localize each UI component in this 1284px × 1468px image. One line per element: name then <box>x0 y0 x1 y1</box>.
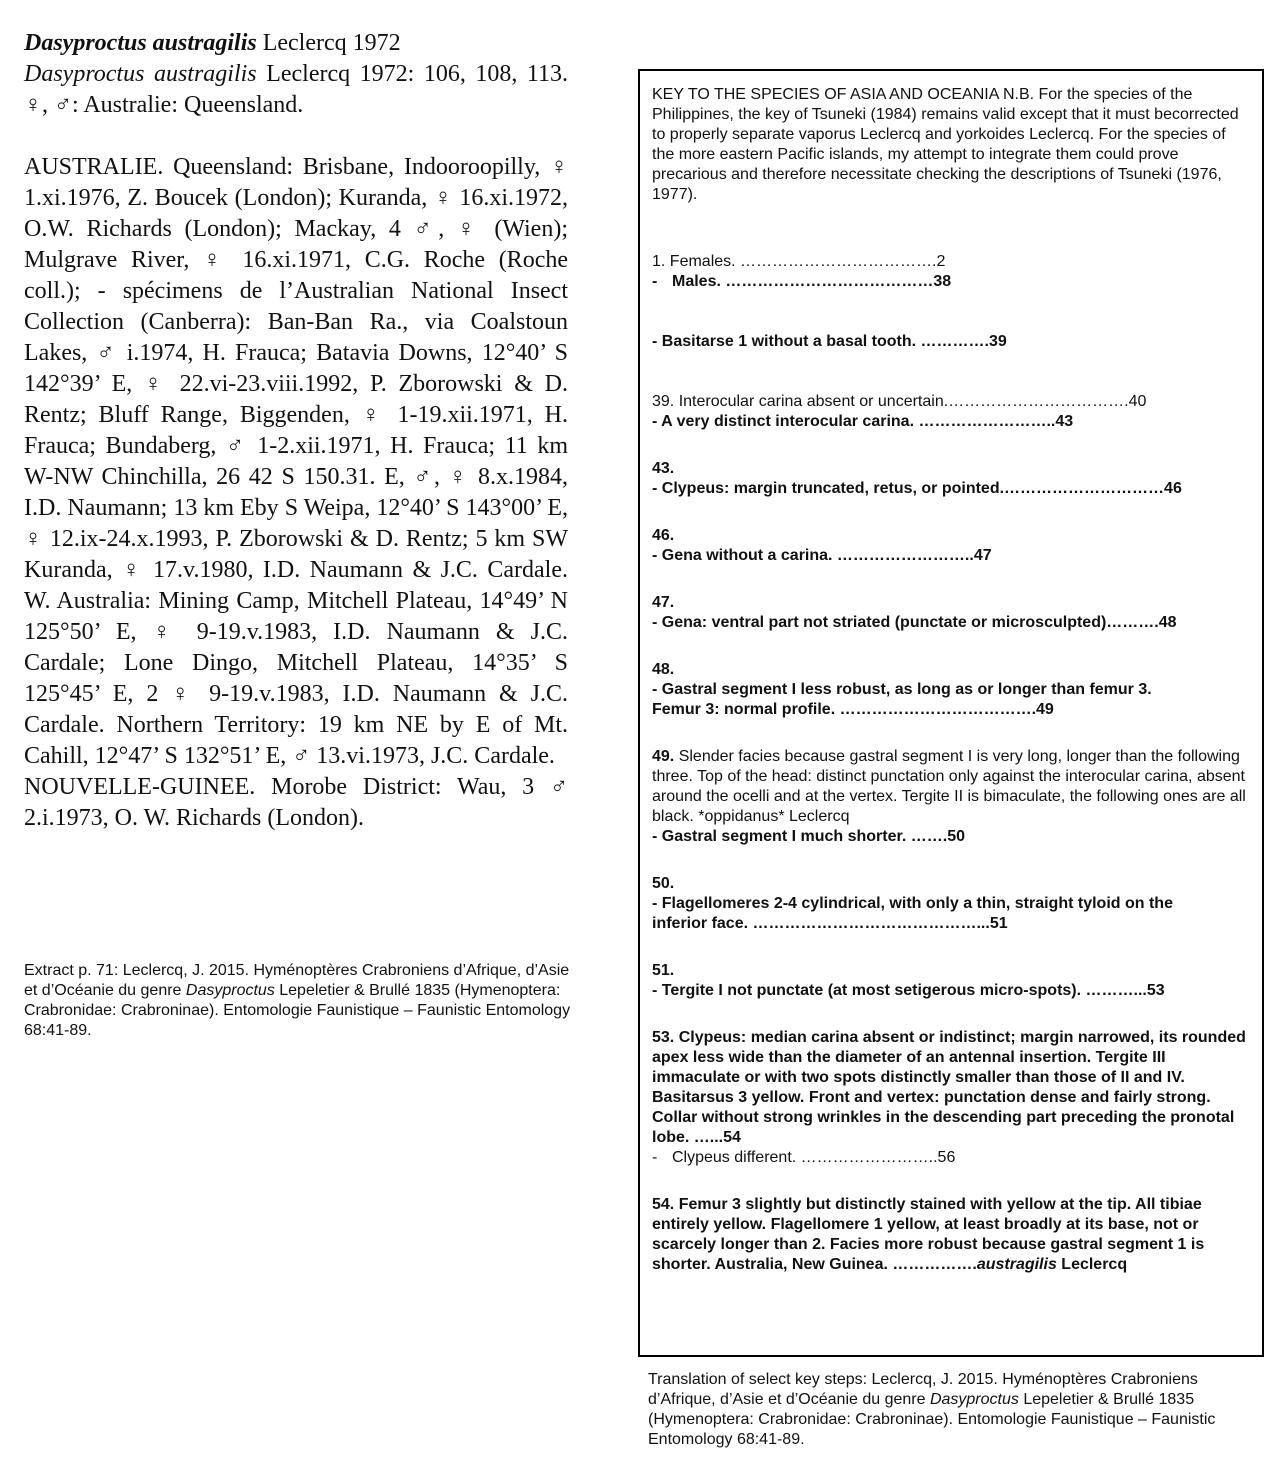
key-step-54-species: austragilis <box>976 1256 1057 1273</box>
material-examined <box>24 152 568 834</box>
key-step-2: - Basitarse 1 without a basal tooth. ………….39 <box>652 333 1007 350</box>
species-author: Leclercq 1972 <box>262 30 401 56</box>
key-step-43-number: 43. <box>652 460 675 477</box>
key-step-1: 1. Females. ……………………………….2 <box>652 253 946 270</box>
key-step-50-alt: - Flagellomeres 2-4 cylindrical, with only a thin, straight tyloid on the <box>652 895 1173 912</box>
key-step-53: 53. Clypeus: median carina absent or indistinct; margin narrowed, its rounded apex less wide than the diameter of an antennal insertion. Tergite III immaculate or with two spots distinctly smaller than those of II and IV. Basitarsus 3 yellow. Front and vertex: punctation dense and fairly strong. Collar without strong wrinkles in the descending part preceding the pronotal lobe. …...54 <box>652 1029 1246 1146</box>
key-step-53-alt <box>652 1148 1250 1168</box>
key-step-47-number: 47. <box>652 594 675 611</box>
records-australia: AUSTRALIE. Queensland: Brisbane, Indooroopilly, ♀ 1.xi.1976, Z. Boucek (London); Kuranda, ♀ 16.xi.1972, O.W. Richards (London); Mackay, 4 ♂, ♀ (Wien); Mulgrave River, ♀ 16.xi.1971, C.G. Roche (Roche coll.); - spécimens de l’Australian National Insect Collection (Canberra): Ban-Ban Ra., via Coalstoun Lakes, ♂ i.1974, H. Frauca; Batavia Downs, 12°40’ S 142°39’ E, ♀ 22.vi-23.viii.1992, P. Zborowski & D. Rentz; Bluff Range, Biggenden, ♀ 1-19.xii.1971, H. Frauca; Bundaberg, ♂ 1-2.xii.1971, H. Frauca; 11 km W-NW Chinchilla, 26 42 S 150.31. E, ♂, ♀ 8.x.1984, I.D. Naumann; 13 km Eby S Weipa, 12°40’ S 143°00’ E, ♀ 12.ix-24.x.1993, P. Zborowski & D. Rentz; 5 km SW Kuranda, ♀ 17.v.1980, I.D. Naumann & J.C. Cardale. W. Australia: Mining Camp, Mitchell Plateau, 14°49’ N 125°50’ E, ♀ 9-19.v.1983, I.D. Naumann & J.C. Cardale; Lone Dingo, Mitchell Plateau, 14°35’ S 125°45’ E, 2 ♀ 9-19.v.1983, I.D. Naumann & J.C. Cardale. Northern Territory: 19 km NE by E of Mt. Cahill, 12°47’ S 132°51’ E, ♂ 13.vi.1973, J.C. Cardale. <box>24 154 568 769</box>
species-title <box>24 28 568 59</box>
key-step-53-alt-text: Clypeus different. ……………………..56 <box>672 1149 956 1166</box>
key-step-51-number: 51. <box>652 962 675 979</box>
translation-citation-pre: Translation of select key steps: Leclercq, J. 2015. Hyménoptères Crabroniens d’Afrique, d’Asie et d’Océanie du genre <box>648 1371 1198 1408</box>
key-step-53-alt-dash: - <box>652 1149 658 1166</box>
synonym-reference: Leclercq 1972: 106, 108, 113. ♀, ♂: Australie: Queensland. <box>24 61 568 118</box>
records-new-guinea: NOUVELLE-GUINEE. Morobe District: Wau, 3 ♂ 2.i.1973, O. W. Richards (London). <box>24 774 568 831</box>
key-step-49-alt: - Gastral segment I much shorter. …….50 <box>652 828 965 845</box>
key-step-48-number: 48. <box>652 661 675 678</box>
key-intro: KEY TO THE SPECIES OF ASIA AND OCEANIA N.B. For the species of the Philippines, the key of Tsuneki (1984) remains valid except that it must becorrected to properly separate vaporus Leclercq and yorkoides Leclercq. For the species of the more eastern Pacific islands, my attempt to integrate them could prove precarious and therefore necessitate checking the descriptions of Tsuneki (1976, 1977). <box>652 86 1239 203</box>
key-step-47-alt: - Gena: ventral part not striated (punctate or microsculpted)……….48 <box>652 614 1177 631</box>
key-step-49 <box>652 747 1250 827</box>
species-key-box <box>638 69 1264 1357</box>
key-step-49-number: 49. <box>652 748 675 765</box>
extract-citation-genus: Dasyproctus <box>185 982 275 999</box>
key-step-46-number: 46. <box>652 527 675 544</box>
key-step-49-text: Slender facies because gastral segment I is very long, longer than the following three. Top of the head: distinct punctation only against the interocular carina, absent around the ocelli and at the vertex. Tergite II is bimaculate, the following ones are all black. *oppidanus* Leclercq <box>652 748 1246 825</box>
extract-citation <box>24 961 584 1041</box>
key-step-46-alt: - Gena without a carina. ……………………..47 <box>652 547 992 564</box>
key-step-39: 39. Interocular carina absent or uncertain.…………………………….40 <box>652 393 1147 410</box>
extract-citation-pre: Extract p. 71: Leclercq, J. 2015. Hyménoptères Crabroniens d’Afrique, d’Asie et d’Océanie du genre <box>24 962 570 999</box>
translation-citation-genus: Dasyproctus <box>929 1391 1019 1408</box>
translation-citation <box>648 1370 1268 1450</box>
species-name: Dasyproctus austragilis <box>24 30 257 56</box>
key-step-50-alt-cont: inferior face. ……………………………………...51 <box>652 915 1008 932</box>
key-step-39-alt: - A very distinct interocular carina. ……………………..43 <box>652 413 1074 430</box>
key-step-48-alt: - Gastral segment I less robust, as long as or longer than femur 3. <box>652 681 1152 698</box>
key-step-1-alt-text: Males. …………………………………38 <box>672 273 952 290</box>
synonym-species: Dasyproctus austragilis <box>24 61 257 87</box>
translation-citation-post: Lepeletier & Brullé 1835 (Hymenoptera: Crabronidae: Crabroninae). Entomologie Faunistique – Faunistic Entomology 68:41-89. <box>648 1391 1216 1448</box>
key-step-54-text: 54. Femur 3 slightly but distinctly stained with yellow at the tip. All tibiae entirely yellow. Flagellomere 1 yellow, at least broadly at its base, not or scarcely longer than 2. Facies more robust because gastral segment 1 is shorter. Australia, New Guinea. ……………. <box>652 1196 1205 1273</box>
key-step-51-alt: - Tergite I not punctate (at most setigerous micro-spots). ………...53 <box>652 982 1165 999</box>
extract-citation-post: Lepeletier & Brullé 1835 (Hymenoptera: Crabronidae: Crabroninae). Entomologie Faunistique – Faunistic Entomology 68:41-89. <box>24 982 571 1039</box>
key-step-48-alt-cont: Femur 3: normal profile. ……………………………….49 <box>652 701 1054 718</box>
synonym-line <box>24 59 568 121</box>
key-step-50-number: 50. <box>652 875 675 892</box>
key-step-43-alt: - Clypeus: margin truncated, retus, or pointed.…………………………46 <box>652 480 1182 497</box>
species-account <box>24 28 568 834</box>
key-step-1-alt-dash: - <box>652 273 658 290</box>
key-step-54-author: Leclercq <box>1056 1256 1128 1273</box>
key-step-54 <box>652 1195 1250 1275</box>
key-step-1-alt <box>652 272 1250 292</box>
